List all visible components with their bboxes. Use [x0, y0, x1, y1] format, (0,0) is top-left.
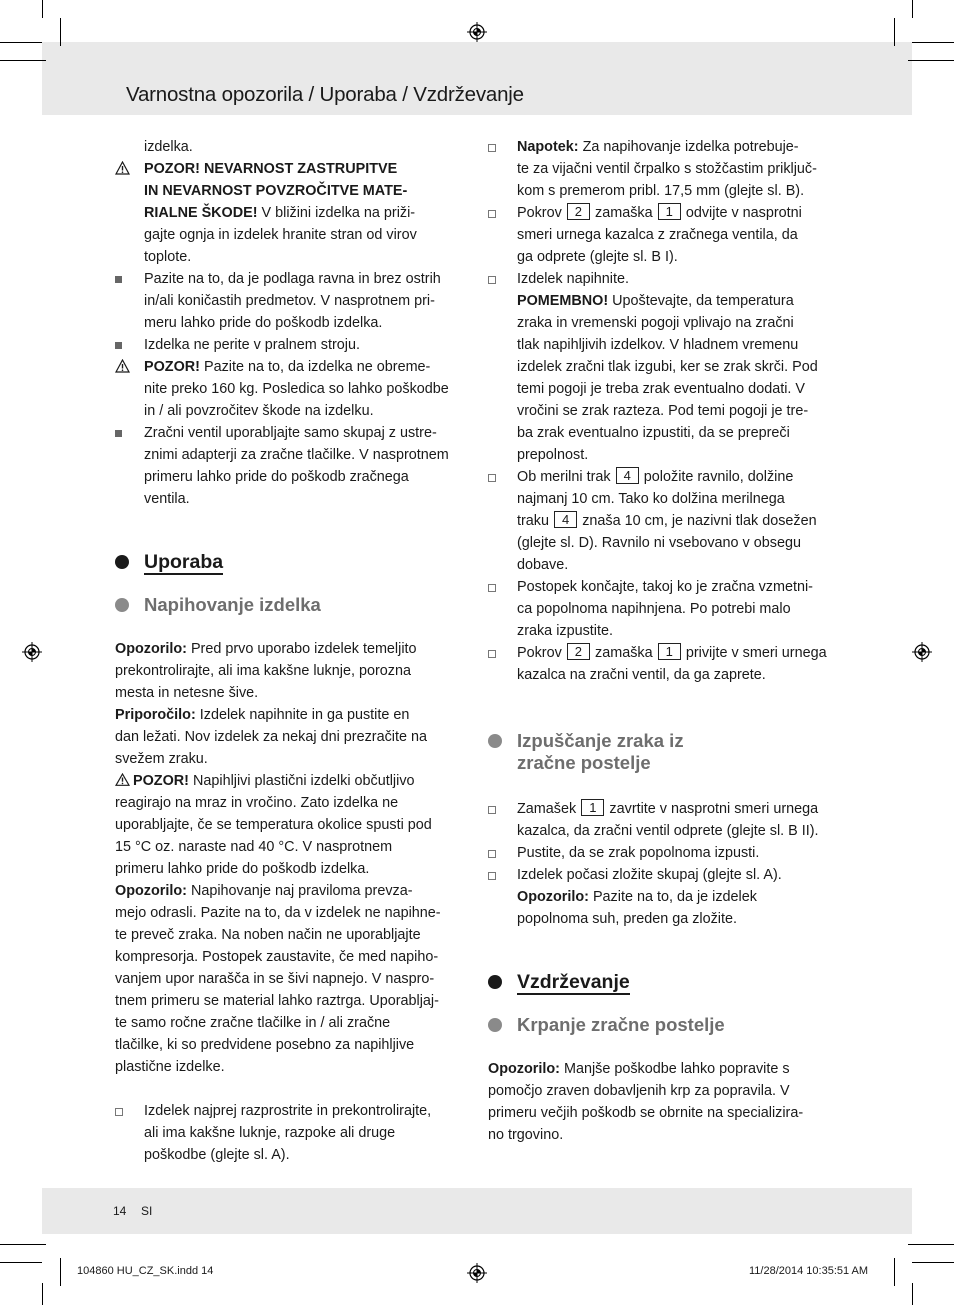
page-language: SI	[141, 1204, 153, 1218]
part-number-box: 1	[658, 643, 681, 660]
subsection-heading-izpuscanje: Izpuščanje zraka iz zračne postelje	[488, 730, 842, 774]
step-item: Ob merilni trak 4 položite ravnilo, dolžine najmanj 10 cm. Tako ko dolžina merilnega traku 4 znaša 10 cm, je nazivni tlak dosežen (glejte sl. D). Ravnilo ni vsebovano v obsegu dobave.	[488, 466, 842, 576]
part-number-box: 2	[567, 203, 590, 220]
subsection-heading-napihovanje: Napihovanje izdelka	[115, 594, 469, 616]
bullet-item: Zračni ventil uporabljajte samo skupaj z ustre- znimi adapterji za zračne tlačilke. V nasprotnem primeru lahko pride do poškodb zračnega ventila.	[115, 422, 469, 510]
section-heading-uporaba: Uporaba	[115, 550, 469, 574]
crop-mark	[908, 60, 954, 61]
subsection-heading-krpanje: Krpanje zračne postelje	[488, 1014, 842, 1036]
crop-mark	[60, 18, 61, 46]
print-slug-file: 104860 HU_CZ_SK.indd 14	[77, 1265, 214, 1277]
crop-mark	[42, 1283, 43, 1305]
part-number-box: 2	[567, 643, 590, 660]
registration-mark-icon	[912, 642, 932, 662]
checkbox-square-icon	[488, 872, 496, 880]
registration-mark-icon	[467, 22, 487, 42]
part-number-box: 4	[554, 511, 577, 528]
part-number-box: 4	[616, 467, 639, 484]
crop-mark	[0, 60, 46, 61]
step-item: Napotek: Za napihovanje izdelka potrebuje- te za vijačni ventil črpalko s stožčastim priključ- kom s premerom pribl. 17,5 mm (glejte sl. B).	[488, 136, 842, 202]
step-item: Postopek končajte, takoj ko je zračna vzmetni- ca popolnoma napihnjena. Po potrebi malo zraka izpustite.	[488, 576, 842, 642]
crop-mark	[0, 1262, 42, 1263]
footer-band	[42, 1188, 912, 1234]
checkbox-square-icon	[488, 806, 496, 814]
bullet-item: Izdelka ne perite v pralnem stroju.	[115, 334, 469, 356]
bullet-dot-icon	[488, 734, 502, 748]
section-heading-vzdrzevanje: Vzdrževanje	[488, 970, 842, 994]
print-slug-timestamp: 11/28/2014 10:35:51 AM	[749, 1265, 869, 1277]
checkbox-square-icon	[488, 276, 496, 284]
part-number-box: 1	[658, 203, 681, 220]
part-number-box: 1	[581, 799, 604, 816]
checkbox-square-icon	[488, 850, 496, 858]
warning-item: POZOR! Pazite na to, da izdelka ne obreme- nite preko 160 kg. Posledica so lahko poškodbe in / ali povzročitev škode na izdelku.	[115, 356, 469, 422]
crop-mark	[0, 1244, 46, 1245]
checkbox-square-icon	[115, 1108, 123, 1116]
bullet-dot-icon	[488, 1018, 502, 1032]
step-item: Pustite, da se zrak popolnoma izpusti.	[488, 842, 842, 864]
crop-mark	[912, 42, 954, 43]
bullet-dot-icon	[115, 555, 129, 569]
step-item: Izdelek počasi zložite skupaj (glejte sl. A). Opozorilo: Pazite na to, da je izdelek popolnoma suh, preden ga zložite.	[488, 864, 842, 930]
bullet-item: Pazite na to, da je podlaga ravna in brez ostrih in/ali koničastih predmetov. V nasprotnem pri- meru lahko pride do poškodb izdelka.	[115, 268, 469, 334]
step-item: Izdelek napihnite. POMEMBNO! Upoštevajte, da temperatura zraka in vremenski pogoji vplivajo na zračni tlak napihljivih izdelkov. V hladnem vremenu izdelek zračni tlak izgubi, ker se zrak skrči. Pod temi pogoji je treba zrak eventualno dodati. V vročini se zrak razteza. Pod temi pogoji je tre- ba zrak eventualno izpustiti, da se prepreči prepolnost.	[488, 268, 842, 466]
crop-mark	[0, 42, 42, 43]
bullet-square-icon	[115, 430, 122, 437]
step-item: Pokrov 2 zamaška 1 odvijte v nasprotni smeri urnega kazalca z zračnega ventila, da ga odprete (glejte sl. B I).	[488, 202, 842, 268]
paragraph: Opozorilo: Pred prvo uporabo izdelek temeljito prekontrolirajte, ali ima kakšne luknje, porozna mesta in netesne šive. Priporočilo: Izdelek napihnite in ga pustite en dan ležati. Nov izdelek za nekaj dni prezračite na svežem zraku. POZOR! Napihljivi plastični izdelki občutljivo reagirajo na mraz in vročino. Zato izdelka ne uporabljajte, če se temperatura okolice spusti pod 15 °C oz. naraste nad 40 °C. V nasprotnem primeru lahko pride do poškodb izdelka. Opozorilo: Napihovanje naj praviloma prevza- mejo odrasli. Pazite na to, da v izdelek ne napihne- te preveč zraka. Na noben način ne uporabljajte kompresorja. Postopek zaustavite, če med napiho- vanjem upor narašča in se šivi napnejo. V naspro- tnem primeru se material lahko raztrga. Uporabljaj- te samo ročne zračne tlačilke in / ali zračne tlačilke, ki so predvidene posebno za napihljive plastične izdelke.	[115, 641, 441, 1075]
warning-triangle-icon	[115, 359, 130, 373]
checkbox-square-icon	[488, 650, 496, 658]
step-item: Zamašek 1 zavrtite v nasprotni smeri urnega kazalca, da zračni ventil odprete (glejte sl. B II).	[488, 798, 842, 842]
checkbox-square-icon	[488, 210, 496, 218]
step-item: Pokrov 2 zamaška 1 privijte v smeri urnega kazalca na zračni ventil, da ga zaprete.	[488, 642, 842, 686]
bullet-square-icon	[115, 276, 122, 283]
warning-triangle-icon	[115, 773, 130, 786]
crop-mark	[894, 18, 895, 46]
bullet-dot-icon	[488, 975, 502, 989]
checkbox-square-icon	[488, 474, 496, 482]
registration-mark-icon	[22, 642, 42, 662]
warning-triangle-icon	[115, 161, 130, 175]
left-column	[115, 136, 469, 1166]
page-number: 14	[113, 1204, 127, 1218]
registration-mark-icon	[467, 1263, 487, 1283]
crop-mark	[42, 0, 43, 18]
bullet-square-icon	[115, 342, 122, 349]
checkbox-square-icon	[488, 584, 496, 592]
crop-mark	[908, 1244, 954, 1245]
right-column	[488, 136, 842, 1146]
checkbox-square-icon	[488, 144, 496, 152]
crop-mark	[894, 1258, 895, 1286]
list-item: izdelka.	[144, 139, 193, 155]
bullet-dot-icon	[115, 598, 129, 612]
warning-item: POZOR! NEVARNOST ZASTRUPITVE IN NEVARNOST POVZROČITVE MATE- RIALNE ŠKODE! V bližini izdelka na priži- gajte ognja in izdelek hranite stran od virov toplote.	[115, 158, 469, 268]
crop-mark	[60, 1258, 61, 1286]
crop-mark	[912, 1262, 954, 1263]
step-item: Izdelek najprej razprostrite in prekontrolirajte, ali ima kakšne luknje, razpoke ali druge poškodbe (glejte sl. A).	[115, 1100, 469, 1166]
page-title: Varnostna opozorila / Uporaba / Vzdrževanje	[126, 83, 524, 106]
crop-mark	[912, 0, 913, 18]
crop-mark	[912, 1283, 913, 1305]
paragraph: Opozorilo: Manjše poškodbe lahko popravite s pomočjo zraven dobavljenih krp za popravila. V primeru večjih poškodb se obrnite na specializira- no trgovino.	[488, 1061, 804, 1143]
